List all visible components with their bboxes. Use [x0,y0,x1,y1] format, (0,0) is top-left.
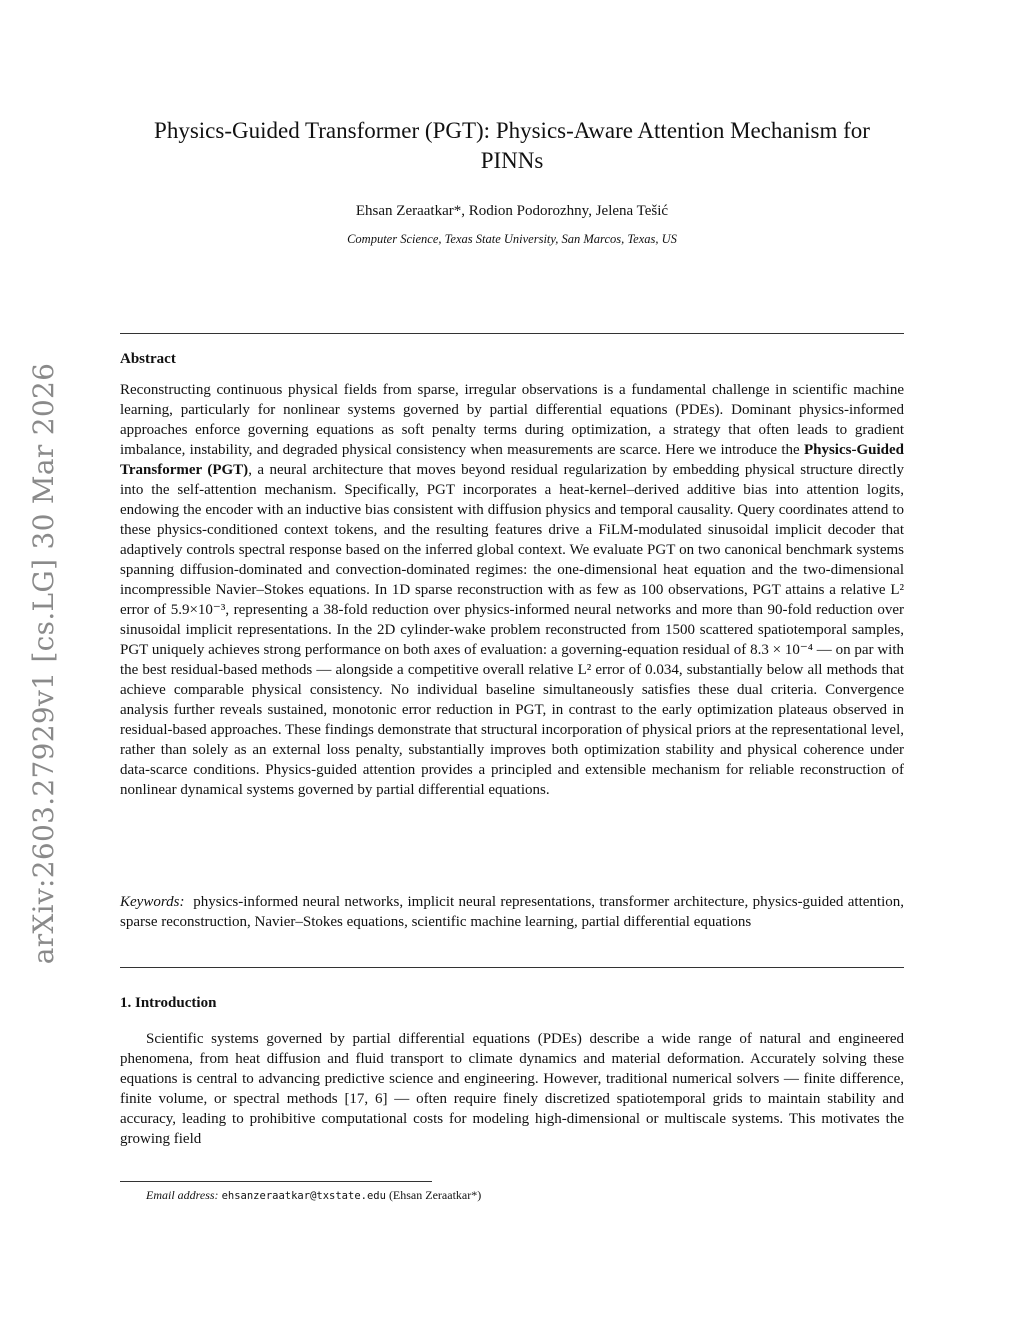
abstract-bold-term: Physics-Guided Transformer (PGT) [120,442,904,478]
abstract-bottom-rule [120,967,904,968]
affiliation: Computer Science, Texas State University, San Marcos, Texas, US [347,232,677,246]
introduction-body [120,1029,904,1149]
introduction-paragraph: Scientific systems governed by partial differential equations (PDEs) describe a wide range of natural and engineered phenomena, from heat diffusion and fluid transport to climate dynamics and material deformation. Accurately solving these equations is central to advancing predictive science and engineering. However, traditional numerical solvers — finite difference, finite volume, or spectral methods [17, 6] — often require finely discretized spatiotemporal grids to maintain stability and accuracy, leading to prohibitive computational costs for modeling high-dimensional or multiscale systems. This motivates the growing field [120,1031,904,1147]
title-line-2: PINNs [480,148,544,173]
abstract-text-part2: , a neural architecture that moves beyond residual regularization by embedding physical structure directly into the self-attention mechanism. Specifically, PGT incorporates a heat-kernel–derived additive bias into attention logits, endowing the encoder with an inductive bias consistent with diffusion physics and temporal causality. Query coordinates attend to these physics-conditioned context tokens, and the resulting features drive a FiLM-modulated sinusoidal implicit decoder that adaptively controls spectral response based on the inferred global context. We evaluate PGT on two canonical benchmark systems spanning diffusion-dominated and convection-dominated regimes: the one-dimensional heat equation and the two-dimensional incompressible Navier–Stokes equations. In 1D sparse reconstruction with as few as 100 observations, PGT attains a relative L² error of 5.9×10⁻³, representing a 38-fold reduction over physics-informed neural networks and more than 90-fold reduction over sinusoidal implicit representations. In the 2D cylinder-wake problem reconstructed from 1500 scattered spatiotemporal samples, PGT uniquely achieves strong performance on both axes of evaluation: a governing-equation residual of 8.3 × 10⁻⁴ — on par with the best residual-based methods — alongside a competitive overall relative L² error of 0.034, substantially below all methods that achieve comparable physical consistency. No individual baseline simultaneously satisfies these dual criteria. Convergence analysis further reveals sustained, monotonic error reduction in PGT, in contrast to the early optimization plateaus observed in residual-based approaches. These findings demonstrate that structural incorporation of physical priors at the representational level, rather than solely as an external loss penalty, substantially improves both optimization stability and physical coherence under data-scarce conditions. Physics-guided attention provides a principled and extensible mechanism for reliable reconstruction of nonlinear dynamical systems governed by partial differential equations. [120,462,905,798]
title-line-1: Physics-Guided Transformer (PGT): Physics-Aware Attention Mechanism for [154,118,870,143]
paper-title [120,116,904,176]
arxiv-side-stamp [22,362,66,964]
footnote-label: Email address: [146,1188,219,1202]
introduction-heading: 1. Introduction [120,995,217,1011]
arxiv-identifier: arXiv:2603.27929v1 [cs.LG] 30 Mar 2026 [27,362,61,964]
author-list: Ehsan Zeraatkar*, Rodion Podorozhny, Jelena Tešić [355,203,669,219]
keywords-block [120,892,904,932]
abstract-heading: Abstract [120,351,176,367]
keywords-text: physics-informed neural networks, implicit neural representations, transformer architecture, physics-guided attention, sparse reconstruction, Navier–Stokes equations, scientific machine learning, partial differential equations [120,894,904,930]
footnote-rule [120,1181,432,1182]
abstract-top-rule [120,333,904,334]
footnote-email[interactable]: ehsanzeraatkar@txstate.edu [221,1190,386,1202]
footnote-name: (Ehsan Zeraatkar*) [388,1188,482,1202]
abstract-body [120,380,904,800]
keywords-label: Keywords: [120,894,185,910]
abstract-text-part1: Reconstructing continuous physical fields from sparse, irregular observations is a fundamental challenge in scientific machine learning, particularly for nonlinear systems governed by partial differential equations (PDEs). Dominant physics-informed approaches enforce governing equations as soft penalty terms during optimization, a strategy that often leads to gradient imbalance, instability, and degraded physical consistency when measurements are scarce. Here we introduce the [120,382,904,458]
footnote [146,1188,481,1203]
